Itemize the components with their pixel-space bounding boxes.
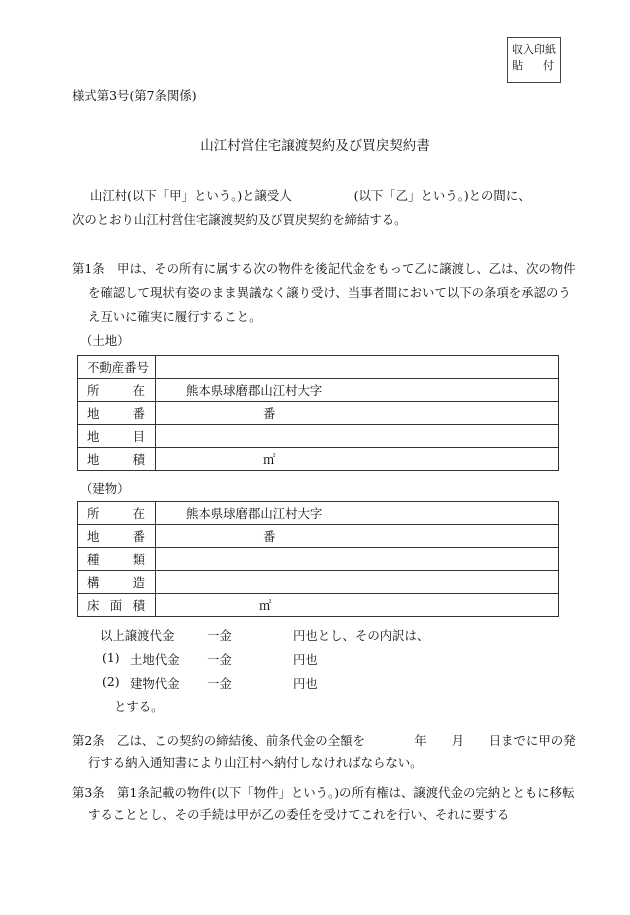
revenue-stamp-box xyxy=(507,37,561,83)
table-row xyxy=(78,379,559,402)
price-item-num: (1) xyxy=(102,650,120,665)
land-value-location: 熊本県球磨郡山江村大字 xyxy=(156,379,559,402)
land-key-area: 地 積 xyxy=(78,448,156,471)
land-section-label: （土地） xyxy=(80,333,130,348)
price-item-label: 土地代金 xyxy=(130,652,180,667)
price-closing: とする。 xyxy=(114,699,164,714)
building-key-floor-area: 床 面 積 xyxy=(78,594,156,617)
table-row xyxy=(78,525,559,548)
building-table xyxy=(77,501,559,617)
building-value-lot-number: 番 xyxy=(156,525,559,548)
table-row xyxy=(78,571,559,594)
building-value-floor-area: ㎡ xyxy=(156,594,559,617)
price-item-tail: 円也 xyxy=(293,676,318,691)
table-row xyxy=(78,425,559,448)
intro-line-2: 次のとおり山江村営住宅譲渡契約及び買戻契約を締結する。 xyxy=(72,212,407,227)
building-value-structure xyxy=(156,571,559,594)
stamp-char-b: 付 xyxy=(543,59,554,72)
land-table xyxy=(77,355,559,471)
article-3: 第3条 第1条記載の物件(以下「物件」という。)の所有権は、譲渡代金の完納とともに移転することとし、その手続は甲が乙の委任を受けてこれを行い、それに要する xyxy=(72,785,575,822)
table-row xyxy=(78,448,559,471)
price-closing-line xyxy=(0,697,630,719)
land-key-lot-number: 地 番 xyxy=(78,402,156,425)
document-title: 山江村営住宅譲渡契約及び買戻契約書 xyxy=(200,138,430,154)
table-row xyxy=(78,402,559,425)
article-1: 第1条 甲は、その所有に属する次の物件を後記代金をもって乙に譲渡し、乙は、次の物件を確認して現状有姿のまま異議なく譲り受け、当事者間において以下の条項を承認のうえ互いに確実に履行すること。 xyxy=(72,261,576,324)
building-value-type xyxy=(156,548,559,571)
building-value-location: 熊本県球磨郡山江村大字 xyxy=(156,502,559,525)
land-value-category xyxy=(156,425,559,448)
price-total-line xyxy=(0,626,630,648)
building-key-structure: 構 造 xyxy=(78,571,156,594)
stamp-char-a: 貼 xyxy=(512,59,523,72)
price-item-num: (2) xyxy=(102,674,120,689)
price-item-ichikin: 一金 xyxy=(207,652,232,667)
table-row xyxy=(78,594,559,617)
building-key-type: 種 類 xyxy=(78,548,156,571)
intro-paragraph xyxy=(72,184,562,232)
price-item-land xyxy=(0,650,630,672)
land-value-area: ㎡ xyxy=(156,448,559,471)
land-key-realty-number: 不動産番号 xyxy=(78,356,156,379)
table-row xyxy=(78,548,559,571)
price-item-tail: 円也 xyxy=(293,652,318,667)
land-key-location: 所 在 xyxy=(78,379,156,402)
article-2: 第2条 乙は、この契約の締結後、前条代金の全額を 年 月 日までに甲の発行する納入通知書により山江村へ納付しなければならない。 xyxy=(72,733,576,770)
price-total-tail: 円也とし、その内訳は、 xyxy=(293,628,430,643)
building-section-label: （建物） xyxy=(80,481,130,496)
price-item-ichikin: 一金 xyxy=(207,676,232,691)
stamp-line-2 xyxy=(512,58,560,74)
table-row xyxy=(78,356,559,379)
stamp-line-1: 収入印紙 xyxy=(512,43,556,56)
intro-line-1: 山江村(以下「甲」という。)と譲受人 (以下「乙」という。)との間に、 xyxy=(90,188,531,203)
land-value-realty-number xyxy=(156,356,559,379)
table-row xyxy=(78,502,559,525)
price-item-label: 建物代金 xyxy=(130,676,180,691)
land-key-category: 地 目 xyxy=(78,425,156,448)
land-value-lot-number: 番 xyxy=(156,402,559,425)
form-number: 様式第3号(第7条関係) xyxy=(72,88,197,103)
building-key-location: 所 在 xyxy=(78,502,156,525)
price-total-ichikin: 一金 xyxy=(207,628,232,643)
price-item-building xyxy=(0,674,630,696)
price-total-label: 以上譲渡代金 xyxy=(100,628,175,643)
building-key-lot-number: 地 番 xyxy=(78,525,156,548)
